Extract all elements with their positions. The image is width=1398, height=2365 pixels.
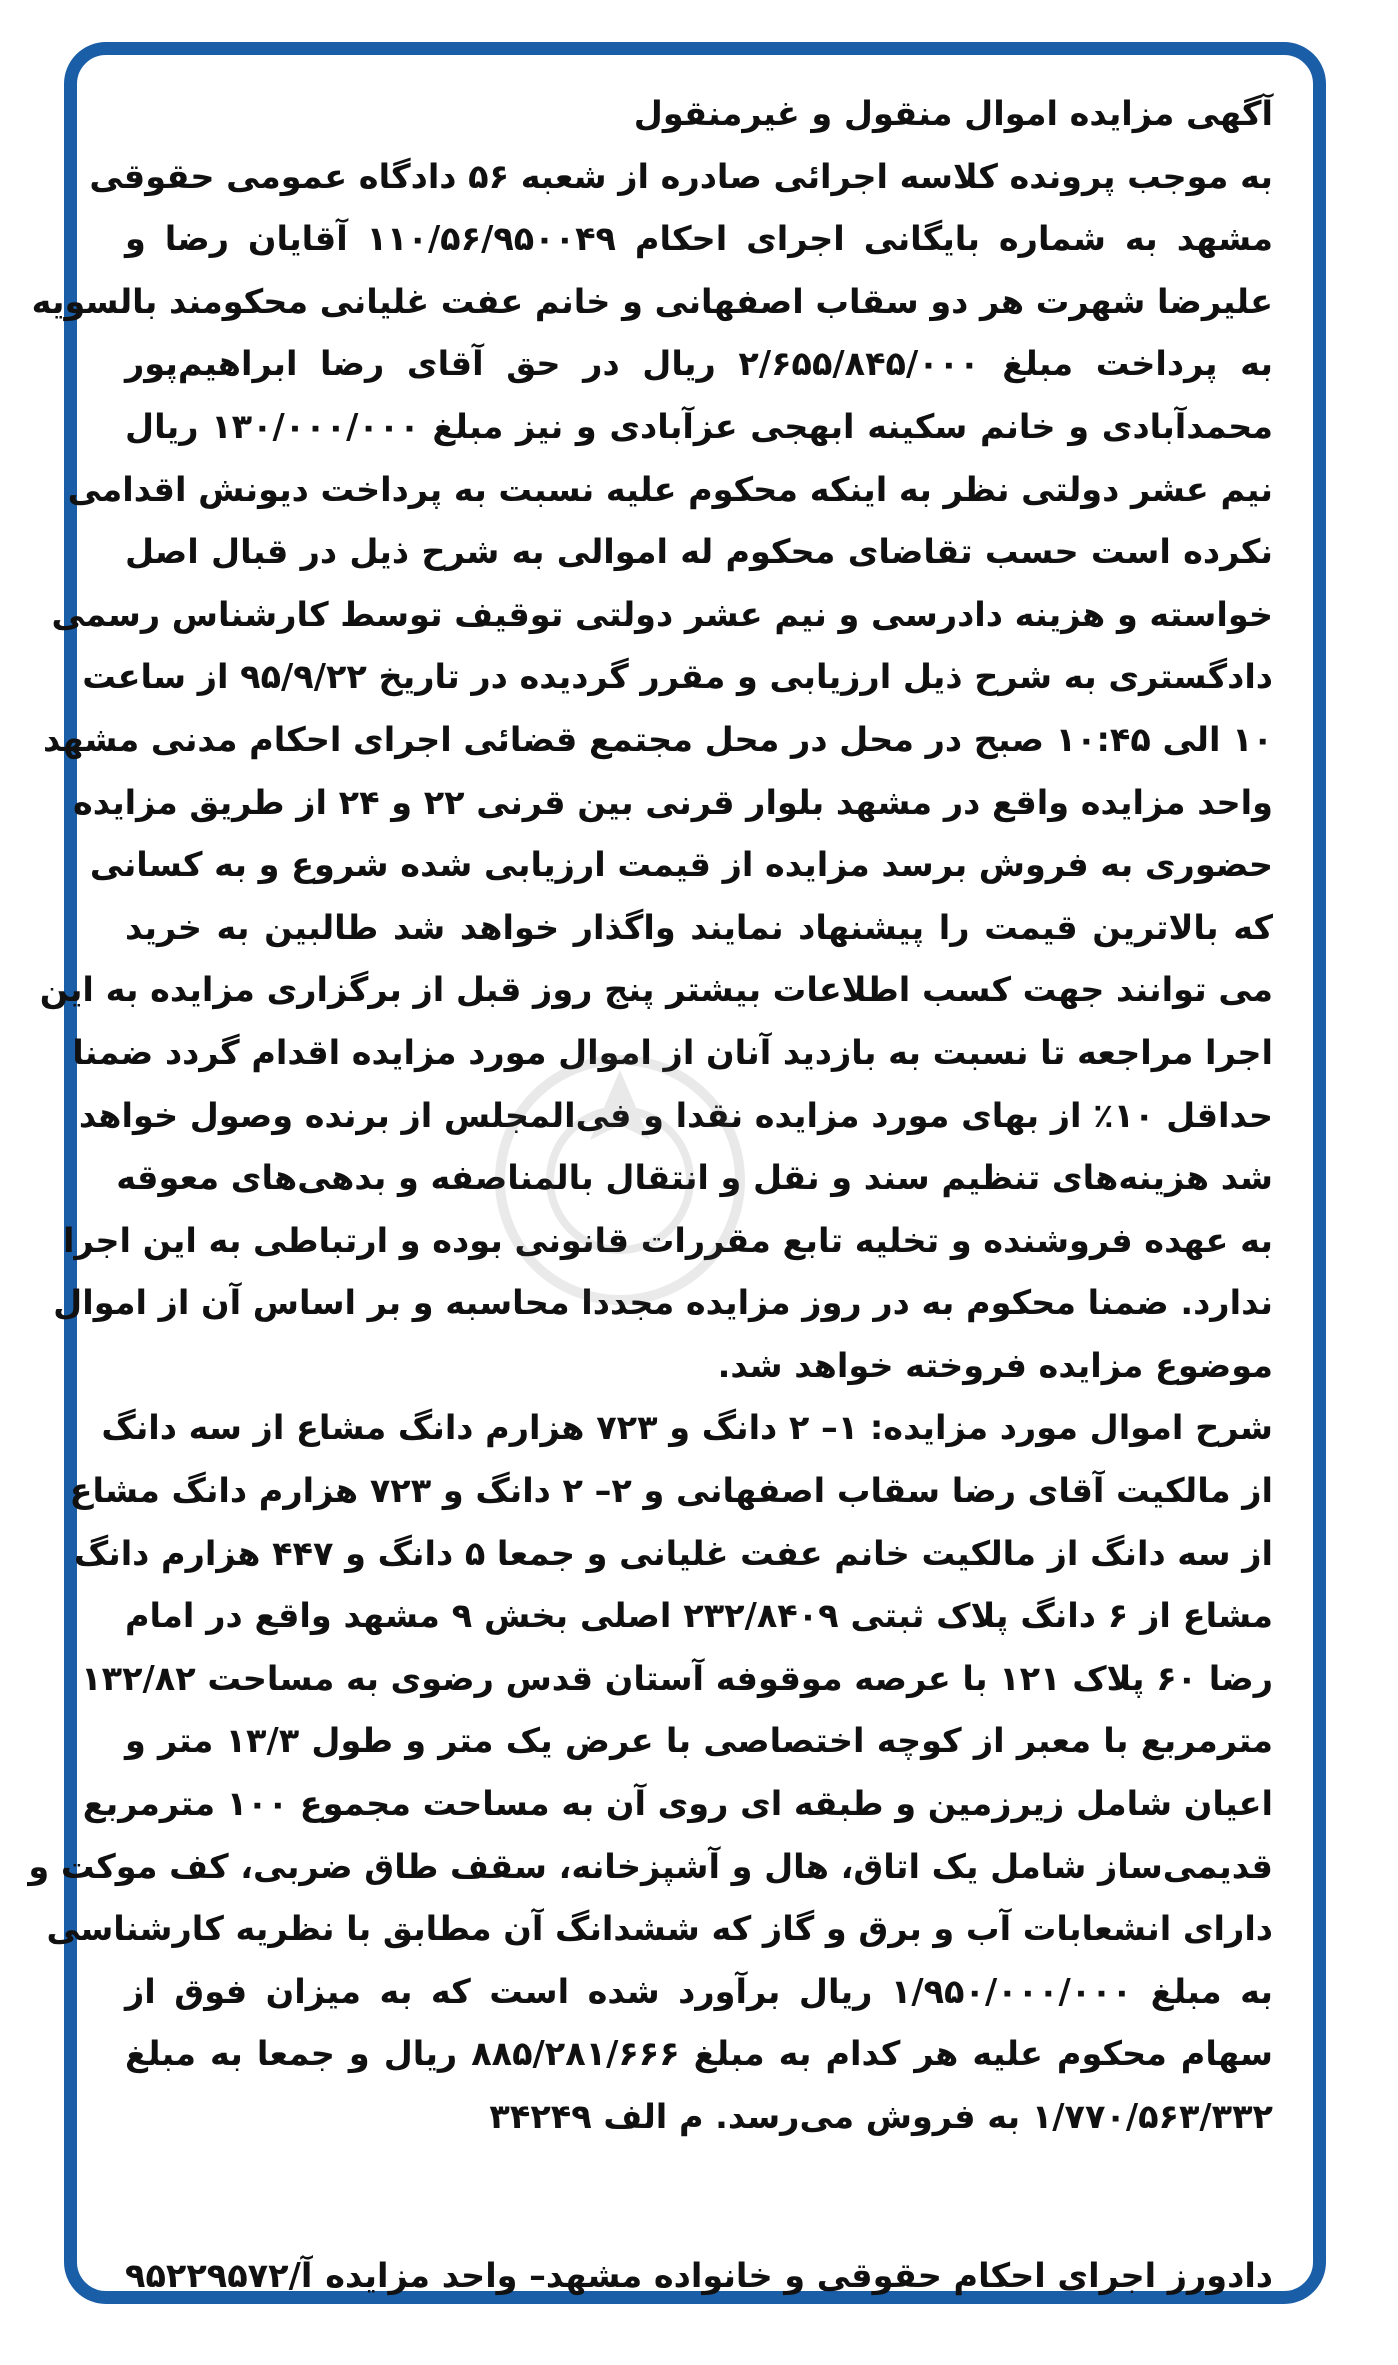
notice-line: شد هزینه‌های تنظیم سند و نقل و انتقال بالمناصفه و بدهی‌های معوقه [116, 1158, 1273, 1198]
notice-line: نکرده است حسب تقاضای محکوم له اموالی به شرح ذیل در قبال اصل [125, 532, 1273, 572]
notice-code: آ/۹۵۲۲۹۵۷۲ [125, 2256, 313, 2295]
notice-line: ۱۰ الی ۱۰:۴۵ صبح در محل در محل مجتمع قضائی اجرای احکام مدنی مشهد [42, 719, 1273, 759]
notice-line: خواسته و هزینه دادرسی و نیم عشر دولتی توقیف توسط کارشناس رسمی [51, 594, 1273, 634]
notice-line: به پرداخت مبلغ ۲/۶۵۵/۸۴۵/۰۰۰ ریال در حق آقای رضا ابراهیم‌پور [125, 344, 1273, 384]
notice-line: که بالاترین قیمت را پیشنهاد نمایند واگذار خواهد شد طالبین به خرید [125, 907, 1273, 947]
property-description-line: دارای انشعابات آب و برق و گاز که ششدانگ آن مطابق با نظریه کارشناسی [46, 1909, 1273, 1949]
notice-line: مشهد به شماره بایگانی اجرای احکام ۱۱۰/۵۶/۹۵۰۰۴۹ آقایان رضا و [125, 219, 1273, 259]
property-description-line: از سه دانگ از مالکیت خانم عفت غلیانی و جمعا ۵ دانگ و ۴۴۷ هزارم دانگ [73, 1533, 1273, 1573]
notice-line: ندارد. ضمنا محکوم به در روز مزایده مجددا محاسبه و بر اساس آن از اموال [53, 1283, 1273, 1323]
property-description-line: از مالکیت آقای رضا سقاب اصفهانی و ۲– ۲ دانگ و ۷۲۳ هزارم دانگ مشاع [69, 1471, 1273, 1511]
notice-line: علیرضا شهرت هر دو سقاب اصفهانی و خانم عفت غلیانی محکومند بالسویه [31, 281, 1273, 321]
property-description-line: رضا ۶۰ پلاک ۱۲۱ با عرصه موقوفه آستان قدس رضوی به مساحت ۱۳۲/۸۲ [81, 1658, 1273, 1698]
notice-body [28, 83, 1274, 2149]
signature-text: دادورز اجرای احکام حقوقی و خانواده مشهد– واحد مزایده [325, 2256, 1273, 2295]
notice-line: موضوع مزایده فروخته خواهد شد. [717, 1345, 1273, 1385]
notice-line: محمدآبادی و خانم سکینه ابهجی عزآبادی و نیز مبلغ ۱۳۰/۰۰۰/۰۰۰ ریال [125, 406, 1273, 446]
notice-title: آگهی مزایده اموال منقول و غیرمنقول [633, 94, 1273, 133]
notice-frame [28, 42, 1326, 2304]
property-description-line: مترمربع با معبر از کوچه اختصاصی با عرض یک متر و طول ۱۳/۳ متر و [125, 1721, 1273, 1761]
notice-line: به موجب پرونده کلاسه اجرائی صادره از شعبه ۵۶ دادگاه عمومی حقوقی [89, 156, 1273, 196]
notice-line: حضوری به فروش برسد مزایده از قیمت ارزیابی شده شروع و به کسانی [89, 845, 1273, 885]
notice-line: می توانند جهت کسب اطلاعات بیشتر پنج روز قبل از برگزاری مزایده به این [39, 970, 1273, 1010]
notice-line: واحد مزایده واقع در مشهد بلوار قرنی بین قرنی ۲۲ و ۲۴ از طریق مزایده [72, 782, 1273, 822]
property-description-line: قدیمی‌ساز شامل یک اتاق، هال و آشپزخانه، سقف طاق ضربی، کف موکت و [28, 1846, 1273, 1886]
property-description-line: مشاع از ۶ دانگ پلاک ثبتی ۲۳۲/۸۴۰۹ اصلی بخش ۹ مشهد واقع در امام [125, 1596, 1274, 1636]
notice-footer [125, 2245, 1273, 2307]
property-description-line: اعیان شامل زیرزمین و طبقه ای روی آن به مساحت مجموع ۱۰۰ مترمربع [82, 1784, 1273, 1824]
property-description-line: ۱/۷۷۰/۵۶۳/۳۳۲ به فروش می‌رسد. م الف ۳۴۲۴۹ [489, 2097, 1273, 2136]
notice-line: اجرا مراجعه تا نسبت به بازدید آنان از اموال مورد مزایده اقدام گردد ضمنا [72, 1032, 1273, 1072]
property-description-line: سهام محکوم علیه هر کدام به مبلغ ۸۸۵/۲۸۱/۶۶۶ ریال و جمعا به مبلغ [125, 2034, 1273, 2074]
property-description-line: شرح اموال مورد مزایده: ۱– ۲ دانگ و ۷۲۳ هزارم دانگ مشاع از سه دانگ [101, 1408, 1273, 1448]
notice-line: به عهده فروشنده و تخلیه تابع مقررات قانونی بوده و ارتباطی به این اجرا [63, 1220, 1273, 1260]
notice-line: نیم عشر دولتی نظر به اینکه محکوم علیه نسبت به پرداخت دیونش اقدامی [67, 469, 1273, 509]
notice-line: دادگستری به شرح ذیل ارزیابی و مقرر گردیده در تاریخ ۹۵/۹/۲۲ از ساعت [82, 657, 1273, 697]
property-description-line: به مبلغ ۱/۹۵۰/۰۰۰/۰۰۰ ریال برآورد شده است که به میزان فوق از [125, 1971, 1273, 2011]
notice-line: حداقل ۱۰٪ از بهای مورد مزایده نقدا و فی‌المجلس از برنده وصول خواهد [78, 1095, 1273, 1135]
